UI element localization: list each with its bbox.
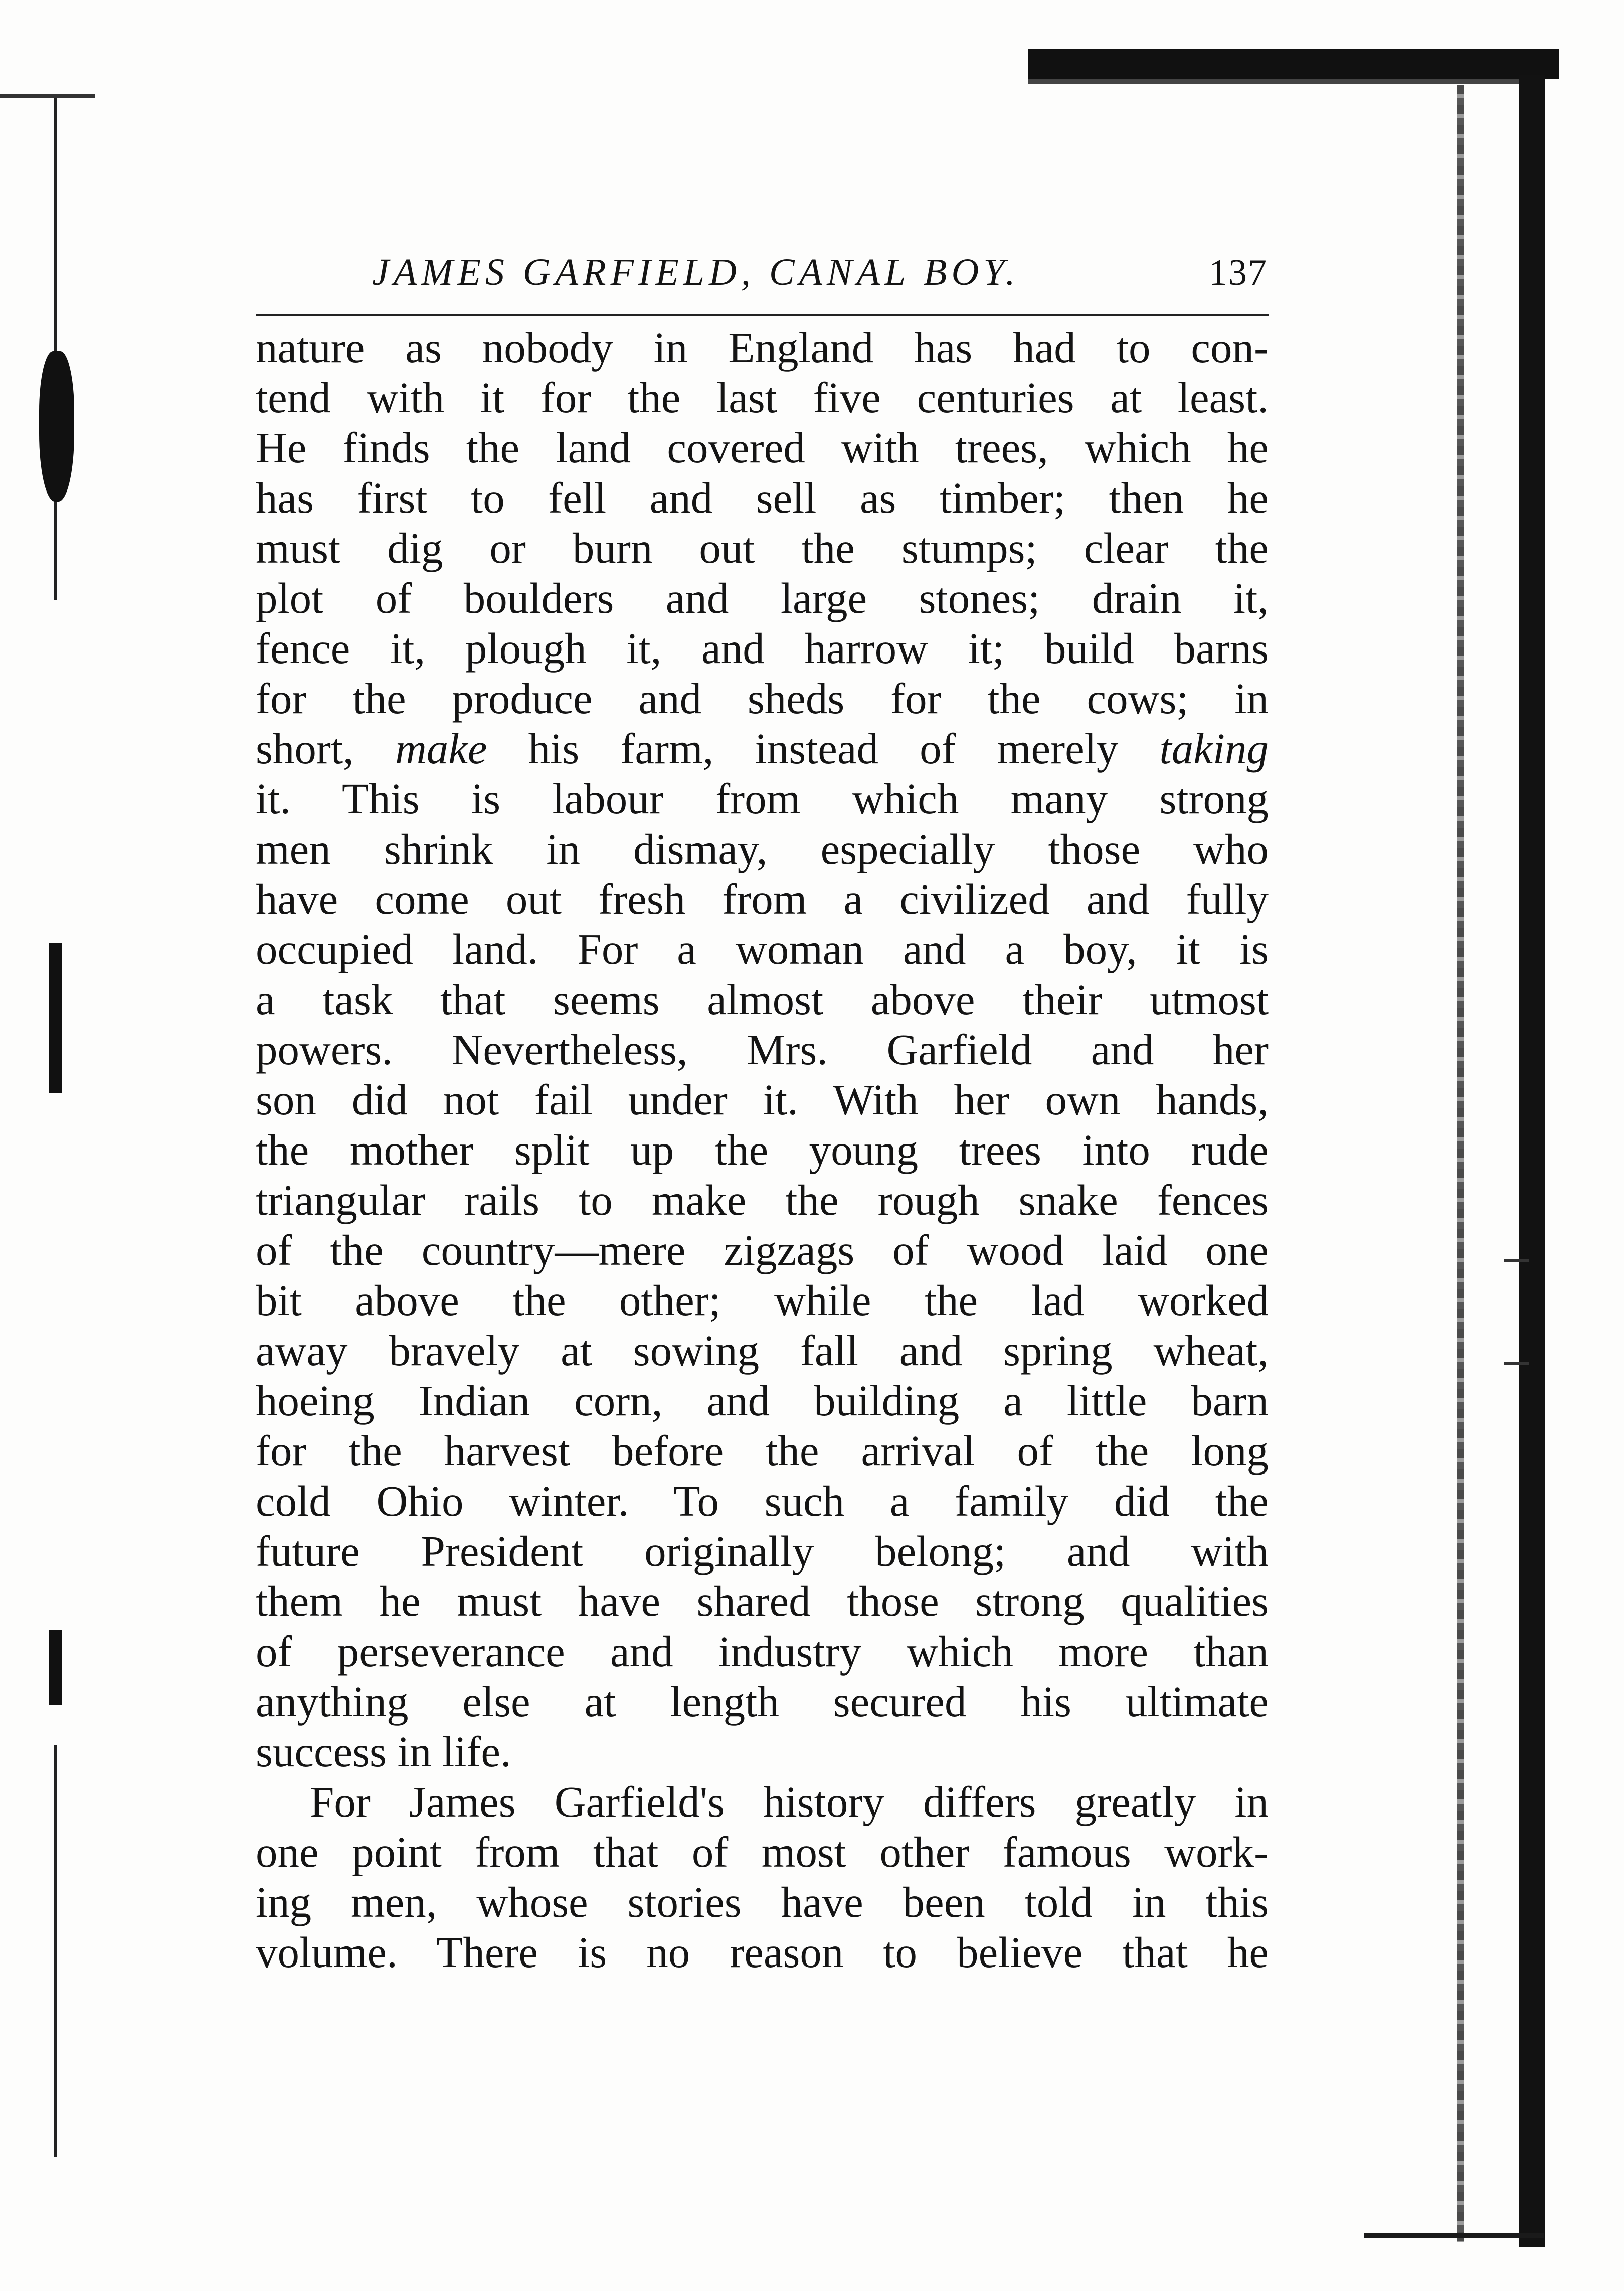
text-line: it. This is labour from which many strong [256, 774, 1269, 823]
margin-ink-mark-lower [49, 1630, 62, 1705]
text-line: a task that seems almost above their utmost [256, 975, 1269, 1024]
margin-tick-marks [1504, 1259, 1529, 1365]
text-line: triangular rails to make the rough snake fences [256, 1176, 1269, 1224]
text-line: occupied land. For a woman and a boy, it is [256, 925, 1269, 973]
text-line: son did not fail under it. With her own hands, [256, 1075, 1269, 1124]
margin-ink-mark [49, 943, 62, 1093]
margin-rule-top [0, 94, 95, 98]
text-line: for the produce and sheds for the cows; in [256, 674, 1269, 723]
text-line: plot of boulders and large stones; drain it, [256, 574, 1269, 622]
text-line: them he must have shared those strong qualities [256, 1577, 1269, 1625]
italic-word-make: make [395, 724, 487, 773]
text-segment: his farm, instead of merely [487, 724, 1160, 773]
margin-rule-left-upper [54, 98, 57, 600]
text-line-with-italics [256, 724, 1269, 774]
text-line: one point from that of most other famous work- [256, 1828, 1269, 1876]
running-head [256, 251, 1269, 296]
text-line: have come out fresh from a civilized and fully [256, 875, 1269, 923]
binding-edge-right-speckle [1457, 85, 1464, 2242]
margin-rule-left-lower [54, 1745, 57, 2157]
paragraph-end-line: success in life. [256, 1727, 511, 1776]
text-line: of the country—mere zigzags of wood laid one [256, 1226, 1269, 1274]
text-line: anything else at length secured his ultimate [256, 1677, 1269, 1726]
text-line: volume. There is no reason to believe that he [256, 1928, 1269, 1977]
text-line: nature as nobody in England has had to con- [256, 323, 1269, 372]
text-line: cold Ohio winter. To such a family did the [256, 1477, 1269, 1525]
text-line: has first to fell and sell as timber; then he [256, 473, 1269, 522]
text-line: powers. Nevertheless, Mrs. Garfield and her [256, 1025, 1269, 1074]
text-line: tend with it for the last five centuries at least. [256, 373, 1269, 422]
binding-edge-top-shadow [1028, 79, 1519, 84]
text-line: He finds the land covered with trees, which he [256, 423, 1269, 472]
binding-edge-right [1519, 75, 1545, 2247]
binding-edge-top [1028, 49, 1559, 79]
body-text [256, 322, 1269, 1978]
text-line: ing men, whose stories have been told in this [256, 1878, 1269, 1926]
italic-word-taking: taking [1159, 724, 1269, 773]
text-line: the mother split up the young trees into rude [256, 1125, 1269, 1174]
text-line: for the harvest before the arrival of the long [256, 1426, 1269, 1475]
page-number: 137 [1209, 252, 1268, 293]
text-line: away bravely at sowing fall and spring wheat, [256, 1326, 1269, 1375]
running-title: JAMES GARFIELD, CANAL BOY. [372, 251, 1020, 293]
text-line: must dig or burn out the stumps; clear the [256, 524, 1269, 572]
text-line: of perseverance and industry which more than [256, 1627, 1269, 1676]
text-line: hoeing Indian corn, and building a little barn [256, 1376, 1269, 1425]
text-segment: short, [256, 724, 395, 773]
binding-edge-bottom [1364, 2233, 1544, 2238]
text-line: bit above the other; while the lad worked [256, 1276, 1269, 1325]
text-line: future President originally belong; and with [256, 1527, 1269, 1575]
paragraph-start-line: For James Garfield's history differs greatly in [310, 1777, 1269, 1826]
header-rule [256, 314, 1269, 316]
page-text-block [256, 251, 1269, 1978]
margin-ink-blot [39, 351, 74, 502]
text-line: men shrink in dismay, especially those who [256, 825, 1269, 873]
text-line: fence it, plough it, and harrow it; build barns [256, 624, 1269, 673]
